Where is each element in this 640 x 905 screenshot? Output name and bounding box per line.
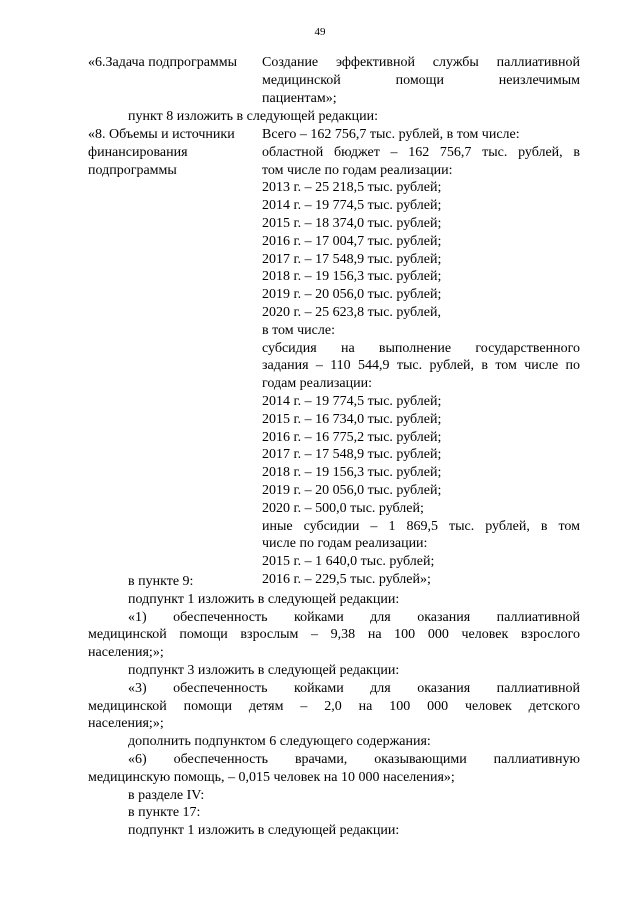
body-line: в пункте 9: [128, 574, 194, 589]
p8-heading [88, 108, 580, 126]
item8-label-line: «8. Объемы и источники [88, 127, 235, 142]
body-line: подпункт 3 изложить в следующей редакции: [128, 662, 400, 678]
body-text [88, 573, 580, 840]
item8-line: 2016 г. – 16 775,2 тыс. рублей; [262, 429, 442, 445]
item6-line: медицинской помощи неизлечимым [262, 72, 580, 88]
body-line: «3) обеспеченность койками для оказания паллиативной [128, 680, 580, 696]
item8-line: 2020 г. – 500,0 тыс. рублей; [262, 500, 424, 516]
item8-line: иные субсидии – 1 869,5 тыс. рублей, в том [262, 518, 580, 534]
body-line: населения;»; [88, 716, 164, 732]
item8-line: 2019 г. – 20 056,0 тыс. рублей; [262, 287, 442, 303]
body-line: медицинской помощи детям – 2,0 на 100 000 человек детского [88, 698, 580, 714]
item8-line: 2016 г. – 229,5 тыс. рублей»; [262, 571, 431, 587]
item8-line: том числе по годам реализации: [262, 162, 453, 178]
item8-line: 2014 г. – 19 774,5 тыс. рублей; [262, 198, 442, 214]
item8-line: годам реализации: [262, 376, 372, 392]
body-line: медицинской помощи взрослым – 9,38 на 100 000 человек взрослого [88, 627, 580, 643]
item6-line: Создание эффективной службы паллиативной [262, 55, 580, 70]
item8-line: 2016 г. – 17 004,7 тыс. рублей; [262, 233, 442, 249]
item8-text [262, 126, 580, 589]
item6-line: пациентам»; [262, 90, 337, 106]
item8-line: 2015 г. – 16 734,0 тыс. рублей; [262, 411, 442, 427]
p8-heading-text: пункт 8 изложить в следующей редакции: [128, 109, 378, 124]
body-line: в пункте 17: [128, 805, 201, 821]
body-line: «6) обеспеченность врачами, оказывающими паллиативную [128, 751, 580, 767]
item8-label-line: подпрограммы [88, 162, 177, 178]
page-number: 49 [314, 26, 326, 38]
item8-line: Всего – 162 756,7 тыс. рублей, в том числе: [262, 127, 520, 142]
item8-line: задания – 110 544,9 тыс. рублей, в том числе по [262, 358, 580, 374]
item8-line: субсидия на выполнение государственного [262, 340, 580, 356]
item6-label: «6.Задача подпрограммы [88, 55, 238, 70]
item8-label [88, 126, 258, 179]
item6-text [262, 54, 580, 107]
item8-line: 2015 г. – 1 640,0 тыс. рублей; [262, 554, 435, 570]
item8-line: 2020 г. – 25 623,8 тыс. рублей, [262, 304, 441, 320]
item8-line: 2018 г. – 19 156,3 тыс. рублей; [262, 465, 442, 481]
body-line: медицинскую помощь, – 0,015 человек на 10 000 населения»; [88, 769, 455, 785]
body-line: дополнить подпунктом 6 следующего содержания: [128, 734, 431, 750]
item8-line: 2019 г. – 20 056,0 тыс. рублей; [262, 482, 442, 498]
body-line: подпункт 1 изложить в следующей редакции: [128, 823, 400, 839]
item8-line: 2013 г. – 25 218,5 тыс. рублей; [262, 180, 442, 196]
body-line: «1) обеспеченность койками для оказания паллиативной [128, 609, 580, 625]
item8-line: в том числе: [262, 322, 335, 338]
item8-line: 2015 г. – 18 374,0 тыс. рублей; [262, 215, 442, 231]
item8-line: 2018 г. – 19 156,3 тыс. рублей; [262, 269, 442, 285]
body-line: в разделе IV: [128, 787, 205, 803]
item8-line: числе по годам реализации: [262, 536, 428, 552]
item8-line: 2017 г. – 17 548,9 тыс. рублей; [262, 251, 442, 267]
item8-line: областной бюджет – 162 756,7 тыс. рублей, в [262, 144, 580, 160]
item8-line: 2014 г. – 19 774,5 тыс. рублей; [262, 393, 442, 409]
item8-label-line: финансирования [88, 144, 188, 160]
body-line: населения;»; [88, 645, 164, 661]
item8-line: 2017 г. – 17 548,9 тыс. рублей; [262, 447, 442, 463]
body-line: подпункт 1 изложить в следующей редакции: [128, 591, 400, 607]
